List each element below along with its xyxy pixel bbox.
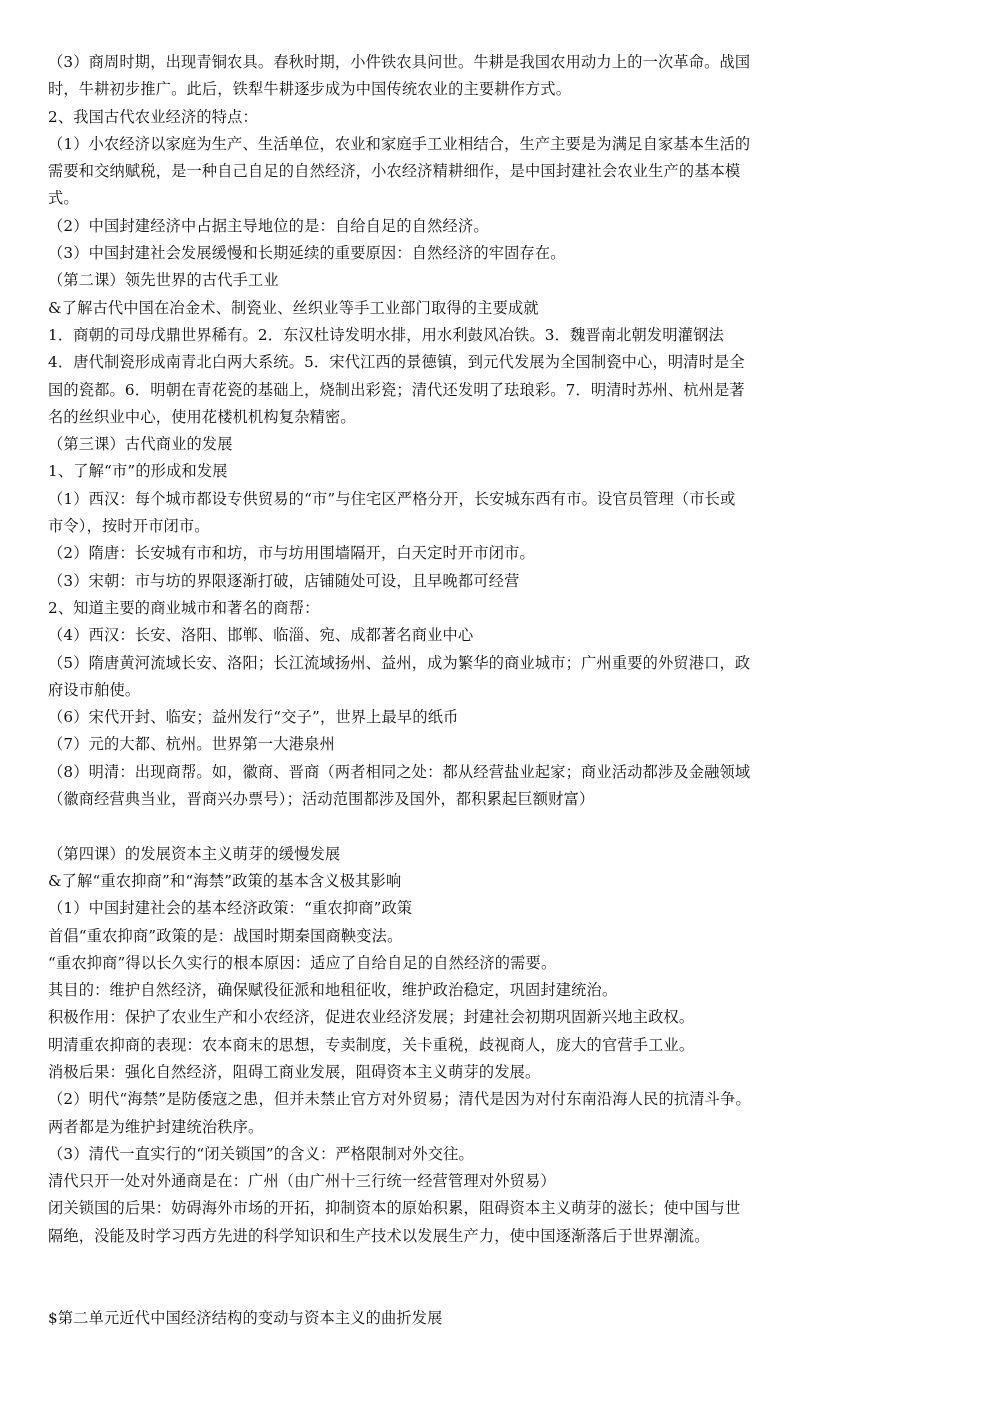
text-line: 明清重农抑商的表现：农本商末的思想，专卖制度，关卡重税，歧视商人，庞大的官营手工业。 <box>48 1035 695 1054</box>
text-line: （3）商周时期，出现青铜农具。春秋时期，小件铁农具问世。牛耕是我国农用动力上的一次革命。战国 <box>48 53 751 71</box>
document-page <box>48 49 848 1332</box>
section-heading: 2、知道主要的商业城市和著名的商帮： <box>48 598 320 617</box>
text-line: （4）西汉：长安、洛阳、邯郸、临淄、宛、成都著名商业中心 <box>48 626 474 645</box>
section-heading: 1、了解“市”的形成和发展 <box>48 462 228 481</box>
text-line: （徽商经营典当业，晋商兴办票号）；活动范围都涉及国外，都积累起巨额财富） <box>48 790 595 809</box>
text-line: 闭关锁国的后果：妨碍海外市场的开拓，抑制资本的原始积累，阻碍资本主义萌芽的滋长；使中国与世 <box>48 1199 741 1218</box>
lesson-heading: （第二课）领先世界的古代手工业 <box>48 271 279 290</box>
objective-line: &了解“重农抑商”和“海禁”政策的基本含义极其影响 <box>48 871 402 890</box>
section-heading: 2、我国古代农业经济的特点： <box>48 107 258 126</box>
text-line: （3）宋朝：市与坊的界限逐渐打破，店铺随处可设，且早晚都可经营 <box>48 571 520 590</box>
text-line: 积极作用：保护了农业生产和小农经济，促进农业经济发展；封建社会初期巩固新兴地主政权。 <box>48 1008 695 1027</box>
text-line: 清代只开一处对外通商是在：广州（由广州十三行统一经营管理对外贸易） <box>48 1172 556 1191</box>
text-line: （3）中国封建社会发展缓慢和长期延续的重要原因：自然经济的牢固存在。 <box>48 244 566 263</box>
text-line: （5）隋唐黄河流域长安、洛阳；长江流域扬州、益州，成为繁华的商业城市；广州重要的外贸港口，政 <box>48 653 751 672</box>
lesson-heading: （第四课）的发展资本主义萌芽的缓慢发展 <box>48 844 341 863</box>
text-line: 式。 <box>48 189 79 208</box>
text-line: 1．商朝的司母戊鼎世界稀有。2．东汉杜诗发明水排，用水利鼓风冶铁。3．魏晋南北朝发明灌钢法 <box>48 325 724 344</box>
blank-line <box>48 813 848 840</box>
text-line: （1）西汉：每个城市都设专供贸易的“市”与住宅区严格分开，长安城东西有市。设官员管理（市长或 <box>48 489 736 508</box>
text-line: 国的瓷都。6．明朝在青花瓷的基础上，烧制出彩瓷；清代还发明了珐琅彩。7．明清时苏州、杭州是著 <box>48 380 745 399</box>
text-line: 市令），按时开市闭市。 <box>48 517 210 536</box>
text-line: 需要和交纳赋税，是一种自己自足的自然经济，小农经济精耕细作，是中国封建社会农业生产的基本模 <box>48 162 741 181</box>
text-line: 两者都是为维护封建统治秩序。 <box>48 1117 264 1136</box>
text-line: 隔绝，没能及时学习西方先进的科学知识和生产技术以发展生产力，使中国逐渐落后于世界潮流。 <box>48 1226 710 1245</box>
lesson-heading: （第三课）古代商业的发展 <box>48 435 233 454</box>
text-line: （2）隋唐：长安城有市和坊，市与坊用围墙隔开，白天定时开市闭市。 <box>48 544 535 563</box>
text-line: 名的丝织业中心，使用花楼机机构复杂精密。 <box>48 407 356 426</box>
blank-line <box>48 1250 848 1305</box>
text-line: 时，牛耕初步推广。此后，铁犁牛耕逐步成为中国传统农业的主要耕作方式。 <box>48 80 572 99</box>
text-line: （2）明代“海禁”是防倭寇之患，但并未禁止官方对外贸易；清代是因为对付东南沿海人民的抗清斗争。 <box>48 1090 751 1109</box>
text-line: 消极后果：强化自然经济，阻碍工商业发展，阻碍资本主义萌芽的发展。 <box>48 1062 541 1081</box>
text-line: （1）小农经济以家庭为生产、生活单位，农业和家庭手工业相结合，生产主要是为满足自家基本生活的 <box>48 134 751 153</box>
text-line: 府设市舶使。 <box>48 680 141 699</box>
text-line: （3）清代一直实行的“闭关锁国”的含义：严格限制对外交往。 <box>48 1144 474 1163</box>
text-line: （8）明清：出现商帮。如，徽商、晋商（两者相同之处：都从经营盐业起家；商业活动都涉及金融领域 <box>48 762 751 781</box>
text-line: （2）中国封建经济中占据主导地位的是：自给自足的自然经济。 <box>48 216 489 235</box>
text-line: 其目的：维护自然经济，确保赋役征派和地租征收，维护政治稳定，巩固封建统治。 <box>48 981 618 1000</box>
unit-heading: $第二单元近代中国经济结构的变动与资本主义的曲折发展 <box>48 1308 443 1327</box>
text-line: 4．唐代制瓷形成南青北白两大系统。5．宋代江西的景德镇，到元代发展为全国制瓷中心，明清时是全 <box>48 353 745 372</box>
text-line: （1）中国封建社会的基本经济政策：“重农抑商”政策 <box>48 899 413 918</box>
objective-line: &了解古代中国在冶金术、制瓷业、丝织业等手工业部门取得的主要成就 <box>48 298 539 317</box>
text-line: “重农抑商”得以长久实行的根本原因：适应了自给自足的自然经济的需要。 <box>48 953 557 972</box>
text-line: （7）元的大都、杭州。世界第一大港泉州 <box>48 735 335 754</box>
text-line: （6）宋代开封、临安；益州发行“交子”，世界上最早的纸币 <box>48 708 459 727</box>
text-line: 首倡“重农抑商”政策的是：战国时期秦国商鞅变法。 <box>48 926 403 945</box>
